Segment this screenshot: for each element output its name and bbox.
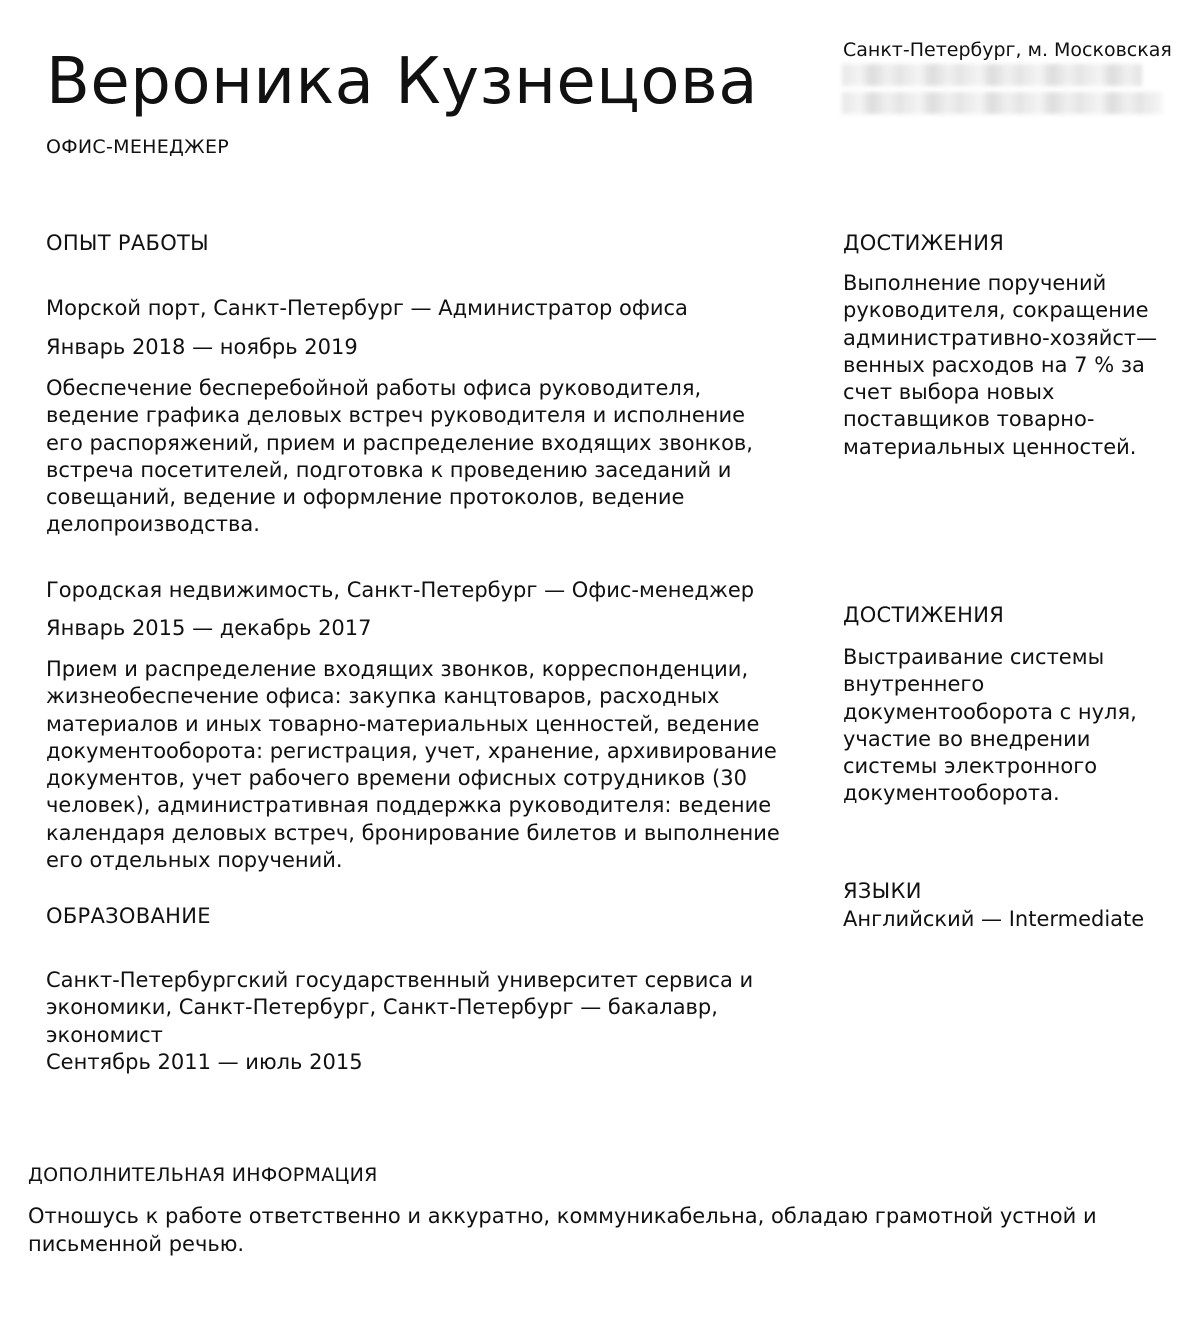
candidate-name: Вероника Кузнецова [46, 45, 758, 119]
education-institution: Санкт-Петербургский государственный университет сервиса и экономики, Санкт-Петербург, Санкт-Петербург — бакалавр, экономист [46, 968, 754, 1047]
job-2-title: Городская недвижимость, Санкт-Петербург — Офис-менеджер [46, 578, 755, 602]
education-heading: ОБРАЗОВАНИЕ [46, 904, 211, 928]
candidate-position: ОФИС-МЕНЕДЖЕР [46, 136, 230, 158]
achievements-1-text: Выполнение поручений руководителя, сокращение административно-хозяйст—венных расходов на 7 % за счет выбора новых поставщиков товарно-материальных ценностей. [843, 271, 1158, 459]
education-period: Сентябрь 2011 — июль 2015 [46, 1050, 363, 1074]
additional-info-text: Отношусь к работе ответственно и аккуратно, коммуникабельна, обладаю грамотной устной и письменной речью. [28, 1204, 1097, 1256]
experience-heading: ОПЫТ РАБОТЫ [46, 231, 209, 255]
additional-info-heading: ДОПОЛНИТЕЛЬНАЯ ИНФОРМАЦИЯ [28, 1164, 378, 1186]
job-2-description: Прием и распределение входящих звонков, корреспонденции, жизнеобеспечение офиса: закупка канцтоваров, расходных материалов и иных товарно-материальных ценностей, ведение документооборота: регистрация, учет, хранение, архивирование документов, учет рабочего времени офисных сотрудников (30 человек), административная поддержка руководителя: ведение календаря деловых встреч, бронирование билетов и выполнение его отдельных поручений. [46, 657, 780, 873]
candidate-address: Санкт-Петербург, м. Московская [843, 39, 1172, 61]
achievements-1-heading: ДОСТИЖЕНИЯ [843, 231, 1005, 255]
job-1-period: Январь 2018 — ноябрь 2019 [46, 335, 358, 359]
redacted-contact-email [842, 92, 1162, 114]
languages-heading: ЯЗЫКИ [843, 879, 922, 903]
languages-text: Английский — Intermediate [843, 907, 1145, 931]
achievements-2-heading: ДОСТИЖЕНИЯ [843, 603, 1005, 627]
job-1-title: Морской порт, Санкт-Петербург — Администратор офиса [46, 296, 688, 320]
job-1-description: Обеспечение бесперебойной работы офиса руководителя, ведение графика деловых встреч руководителя и исполнение его распоряжений, прием и распределение входящих звонков, встреча посетителей, подготовка к проведению заседаний и совещаний, ведение и оформление протоколов, ведение делопроизводства. [46, 376, 753, 537]
achievements-2-text: Выстраивание системы внутреннего документооборота с нуля, участие во внедрении системы электронного документооборота. [843, 645, 1137, 806]
job-2-period: Январь 2015 — декабрь 2017 [46, 616, 372, 640]
redacted-contact-phone [842, 64, 1142, 86]
